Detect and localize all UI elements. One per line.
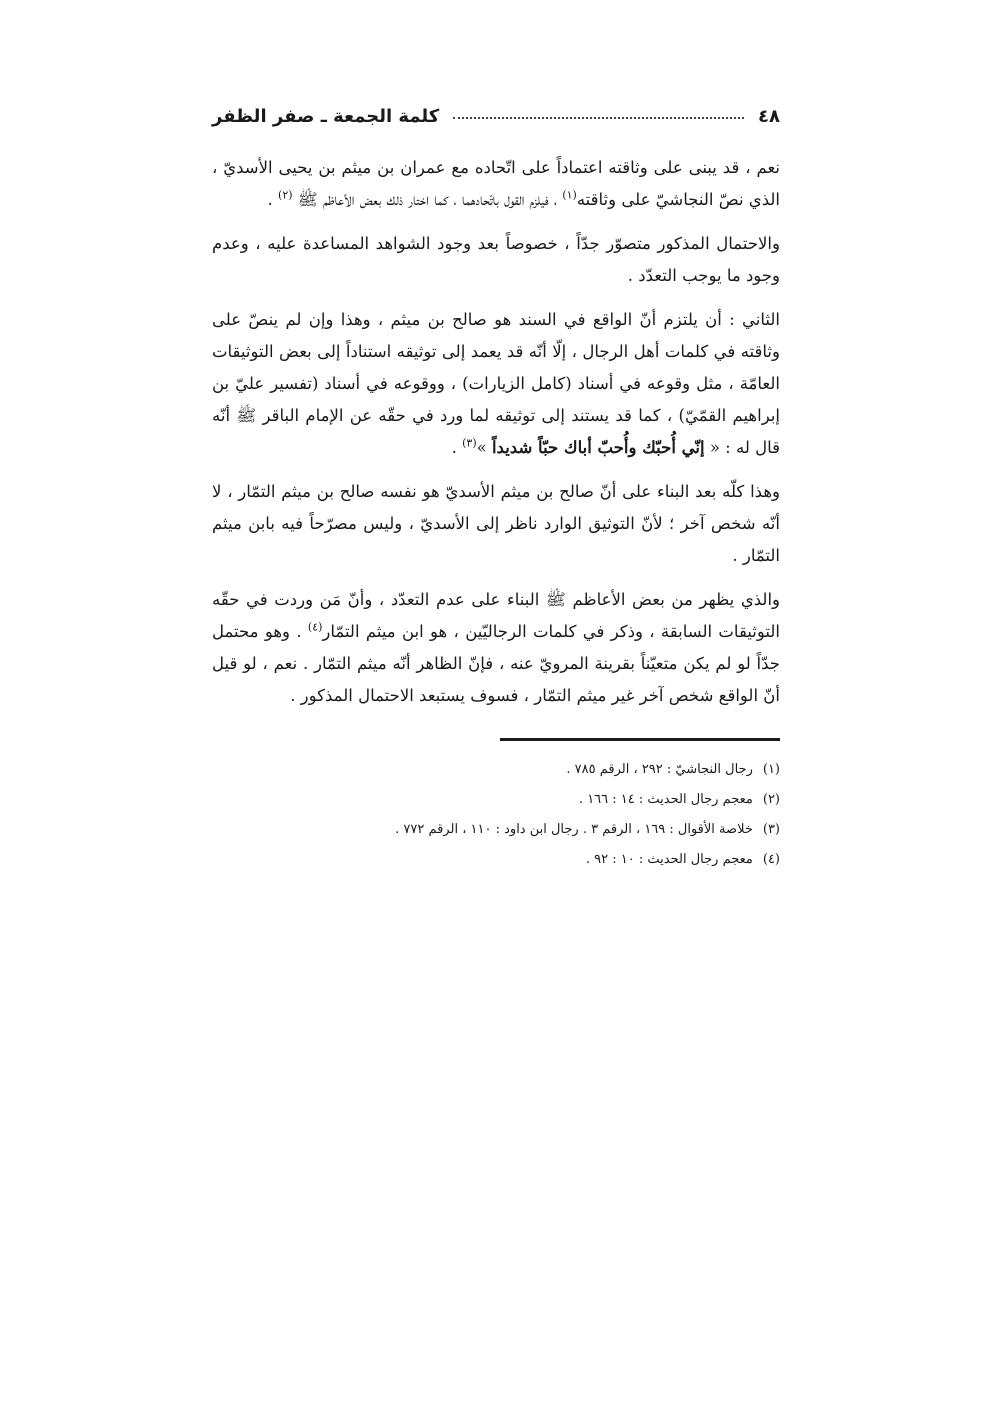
footnote-number: (٣) (762, 822, 780, 837)
paragraph-end: . (451, 438, 463, 457)
footnote-number: (٢) (762, 792, 780, 807)
footnote-text: خلاصة الأقوال : ١٦٩ ، الرقم ٣ . رجال ابن داود : ١١٠ ، الرقم ٧٧٢ . (395, 822, 753, 837)
paragraph-1 (212, 152, 780, 216)
footnote-text: رجال النجاشيّ : ٢٩٢ ، الرقم ٧٨٥ . (566, 762, 753, 777)
footnotes (212, 755, 780, 875)
footnote-item (212, 785, 780, 815)
main-text (212, 152, 780, 712)
book-page (212, 96, 780, 875)
footnote-text: معجم رجال الحديث : ١٤ : ١٦٦ . (578, 792, 753, 807)
footnote-ref[interactable]: (١) (562, 188, 577, 202)
footnote-item (212, 755, 780, 785)
paragraph-text: والاحتمال المذكور متصوّر جدّاً ، خصوصاً بعد وجود الشواهد المساعدة عليه ، وعدم وجود ما يوجب التعدّد . (212, 234, 780, 285)
paragraph-3 (212, 304, 780, 464)
running-header (212, 96, 780, 136)
paragraph-5 (212, 584, 780, 712)
paragraph-text: والذي يظهر من بعض الأعاظم ﷺ البناء على عدم التعدّد ، وأنّ مَن وردت في حقّه التوثيقات السابقة ، وذكر في كلمات الرجاليّين ، هو ابن ميثم التمّار (212, 590, 780, 641)
footnote-number: (٤) (762, 852, 780, 867)
paragraph-text: نعم ، قد يبنى على وثاقته اعتماداً على اتّحاده مع عمران بن ميثم بن يحيى الأسديّ ، الذي نصّ النجاشيّ على وثاقته (212, 158, 780, 209)
paragraph-4 (212, 476, 780, 572)
footnote-text: معجم رجال الحديث : ١٠ : ٩٢ . (585, 852, 753, 867)
footnote-number: (١) (762, 762, 780, 777)
book-title: كلمة الجمعة ـ صفر الظفر (212, 105, 440, 127)
page-number: ٤٨ (758, 105, 780, 127)
footnote-ref[interactable]: (٤) (307, 620, 323, 634)
paragraph-text: . وهو محتمل جدّاً لو لم يكن متعيّناً بقرينة المرويّ عنه ، فإنّ الظاهر أنّه ميثم التمّار . نعم ، لو قيل أنّ الواقع شخص آخر غير ميثم التمّار ، فسوف يستبعد الاحتمال المذكور . (212, 622, 780, 705)
paragraph-text: وهذا كلّه بعد البناء على أنّ صالح بن ميثم الأسديّ هو نفسه صالح بن ميثم التمّار ، لا أنّه شخص آخر ؛ لأنّ التوثيق الوارد ناظر إلى الأسديّ ، وليس مصرّحاً فيه بابن ميثم التمّار . (212, 482, 780, 565)
header-leader-dots (453, 117, 744, 119)
hadith-quote: إنّي أُحبّك وأُحبّ أباك حبّاً شديداً (491, 438, 705, 457)
footnote-item (212, 815, 780, 845)
footnote-divider (500, 738, 780, 741)
footnote-ref[interactable]: (٣) (462, 436, 477, 450)
paragraph-end: . (267, 190, 279, 209)
paragraph-text: » (476, 438, 492, 457)
paragraph-2 (212, 228, 780, 292)
footnote-ref[interactable]: (٢) (278, 188, 293, 202)
paragraph-text: الثاني : أن يلتزم أنّ الواقع في السند هو صالح بن ميثم ، وهذا وإن لم ينصّ على وثاقته في كلمات أهل الرجال ، إلّا أنّه قد يعمد إلى توثيقه استناداً إلى بعض التوثيقات العامّة ، مثل وقوعه في أسناد (كامل الزيارات) ، ووقوعه في أسناد (تفسير عليّ بن إبراهيم القمّيّ) ، كما قد يستند إلى توثيقه لما ورد في حقّه عن الإمام الباقر ﷺ أنّه قال له : « (212, 310, 780, 457)
paragraph-text: ، فيلزم القول باتّحادهما ، كما اختار ذلك بعض الأعاظم ﷺ (292, 190, 563, 209)
footnote-item (212, 845, 780, 875)
